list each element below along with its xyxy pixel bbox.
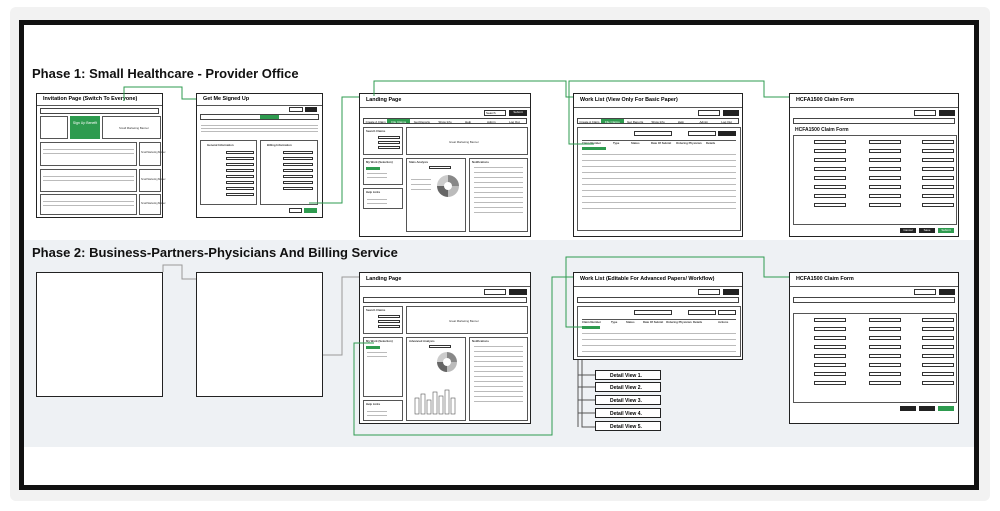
nav-item: Admin <box>699 120 708 124</box>
column-header: Date Of Submit <box>643 320 664 324</box>
detail-view-2: Detail View 2. <box>595 382 661 392</box>
nav-item: Show Info <box>651 120 665 124</box>
connector <box>124 87 196 101</box>
detail-view-5: Detail View 5. <box>595 421 661 431</box>
banner-text: Small Marketing Banner <box>119 126 149 130</box>
panel-title: Stats Analysis <box>409 160 429 164</box>
submit-button: Submit <box>509 110 527 116</box>
nav-item: Log Out <box>721 120 732 124</box>
panel-title: My Work (Selection) <box>366 339 393 343</box>
panel-title: Search Claims <box>366 129 386 133</box>
connector <box>374 81 573 97</box>
banner-text: Great Marketing Banner <box>449 319 479 323</box>
column-header: Type <box>613 141 620 145</box>
screen-title: Work List (Editable For Advanced Papers/ Workflow) <box>574 273 742 287</box>
panel-title: Search Claims <box>366 308 386 312</box>
screen-title: Landing Page <box>360 94 530 108</box>
panel-title: Help Links <box>366 402 381 406</box>
detail-view-1: Detail View 1. <box>595 370 661 380</box>
section-title: General Information <box>207 143 234 147</box>
connector <box>354 277 573 435</box>
flow-connectors <box>24 25 974 485</box>
column-header: Status <box>626 320 635 324</box>
column-header: Details <box>706 141 716 145</box>
column-header: Details <box>693 320 703 324</box>
phase-2-title: Phase 2: Business-Partners-Physicians And Billing Service <box>32 245 398 260</box>
panel-title: Notifications <box>472 160 489 164</box>
screen-title: HCFA1500 Claim Form <box>790 94 958 108</box>
screen-title: Landing Page <box>360 273 530 287</box>
column-header: Actions <box>718 320 729 324</box>
connector <box>569 81 789 144</box>
panel-title: Help Links <box>366 190 381 194</box>
nav-item: Show Info <box>438 120 452 124</box>
column-header: Status <box>631 141 640 145</box>
side-banner-text: Small Marketing Banner <box>141 179 166 181</box>
nav-item: Create A Claim <box>579 120 600 124</box>
nav-item: Help <box>677 120 684 124</box>
phase-1-title: Phase 1: Small Healthcare - Provider Office <box>32 66 299 81</box>
connector <box>578 360 595 375</box>
column-header: Ordering Physician <box>676 141 702 145</box>
nav-item: File Claims <box>601 119 624 123</box>
section-title: Billing Information <box>267 143 292 147</box>
sign-up-benefit: Sign Up Benefit <box>70 116 100 139</box>
column-header: Claim Number <box>582 141 601 145</box>
nav-item: Help <box>465 120 472 124</box>
banner-text: Great Marketing Banner <box>449 140 479 144</box>
screen-title: HCFA1500 Claim Form <box>790 273 958 287</box>
flow-diagram <box>24 25 974 485</box>
screen-title: Get Me Signed Up <box>197 94 322 106</box>
nav-item: Get Reports <box>413 120 430 124</box>
connector <box>582 360 595 427</box>
connector <box>163 265 196 279</box>
form-heading: HCFA1500 Claim Form <box>795 127 849 133</box>
save-button: Save <box>919 228 935 233</box>
connector <box>566 257 789 327</box>
cancel-button: Cancel <box>900 228 916 233</box>
column-header: Ordering Physician <box>666 320 692 324</box>
screen-title: Work List (View Only For Basic Paper) <box>574 94 742 108</box>
panel-title: Notifications <box>472 339 489 343</box>
detail-view-3: Detail View 3. <box>595 395 661 405</box>
nav-item: Admin <box>487 120 496 124</box>
panel-title: Advanced Analysis <box>409 339 435 343</box>
submit-button: Submit <box>938 228 954 233</box>
nav-item: Get Reports <box>627 120 644 124</box>
search-box: Search <box>484 110 506 116</box>
column-header: Claim Number <box>582 320 601 324</box>
column-header: Type <box>611 320 618 324</box>
side-banner-text: Small Marketing Banner <box>141 152 166 154</box>
connector <box>309 97 359 203</box>
detail-view-4: Detail View 4. <box>595 408 661 418</box>
nav-item: Log Out <box>509 120 520 124</box>
screen-title: Invitation Page (Switch To Everyone) <box>37 94 162 106</box>
nav-item: Create A Claim <box>365 120 386 124</box>
side-banner-text: Small Marketing Banner <box>141 203 166 205</box>
panel-title: My Work (Selection) <box>366 160 393 164</box>
nav-item: File Claims <box>387 119 410 123</box>
column-header: Date Of Submit <box>651 141 672 145</box>
